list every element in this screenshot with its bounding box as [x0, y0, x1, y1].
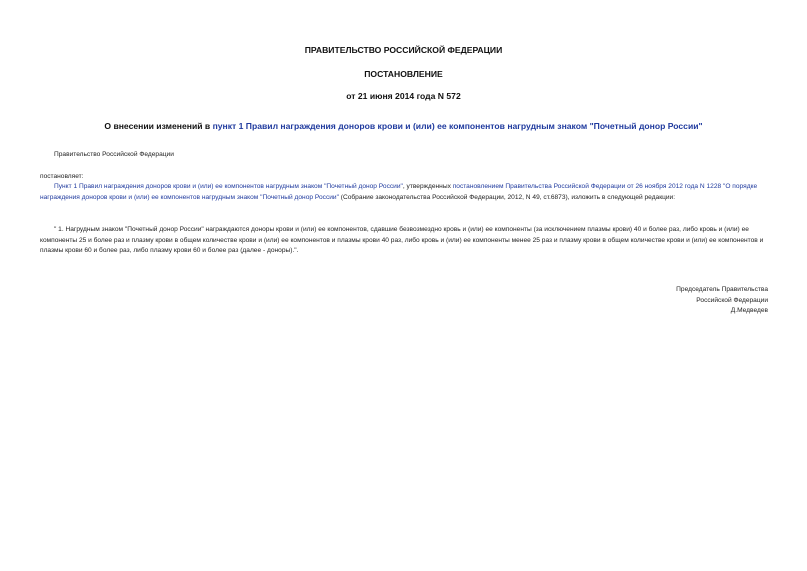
signature-name: Д.Медведев	[730, 307, 768, 314]
amended-point-text: " 1. Нагрудным знаком "Почетный донор России" награждаются доноры крови и (или) ее компонентов, сдавшие безвозмездно кровь и (или) ее компоненты (за исключением плазмы крови) 40 и более раз, либо кровь и (или) ее компоненты 25 и более раз и плазму крови в общем количестве крови и (или) ее компонентов и плазмы крови 40 раз, либо кровь и (или) ее компоненты менее 25 раз и плазму крови в общем количестве крови и (или) ее компонентов и плазмы крови 60 и более раз, либо плазму крови 60 и более раз (далее - доноры).".	[40, 226, 764, 254]
document-title	[40, 121, 767, 131]
rules-link[interactable]: Пункт 1 Правил награждения доноров крови и (или) ее компонентов нагрудным знаком "Почетный донор России"	[54, 183, 403, 190]
signature-organization: Российской Федерации	[696, 296, 768, 304]
signature-block	[676, 285, 768, 317]
amendment-paragraph	[40, 182, 768, 203]
signature-position: Председатель Правительства	[676, 286, 768, 293]
government-heading: ПРАВИТЕЛЬСТВО РОССИЙСКОЙ ФЕДЕРАЦИИ	[304, 45, 503, 55]
title-prefix: О внесении изменений в	[104, 121, 213, 131]
government-label: Правительство Российской Федерации	[54, 151, 174, 158]
document-type-heading: ПОСТАНОВЛЕНИЕ	[364, 69, 443, 79]
title-link[interactable]: пункт 1 Правил награждения доноров крови и (или) ее компонентов нагрудным знаком "Почетный донор России"	[212, 121, 703, 131]
resolution-link[interactable]: постановлением Правительства Российской Федерации от 26 ноября 2012 года N 1228 "О порядке награждения доноров крови и (или) ее компонентов нагрудным знаком "Почетный донор России"	[40, 183, 758, 201]
paragraph-text-1: , утвержденных	[402, 183, 453, 190]
decrees-label: постановляет:	[40, 173, 84, 180]
paragraph-text-2: (Собрание законодательства Российской Федерации, 2012, N 49, ст.6873), изложить в следующей редакции:	[338, 193, 676, 201]
document-date-number: от 21 июня 2014 года N 572	[346, 91, 461, 101]
